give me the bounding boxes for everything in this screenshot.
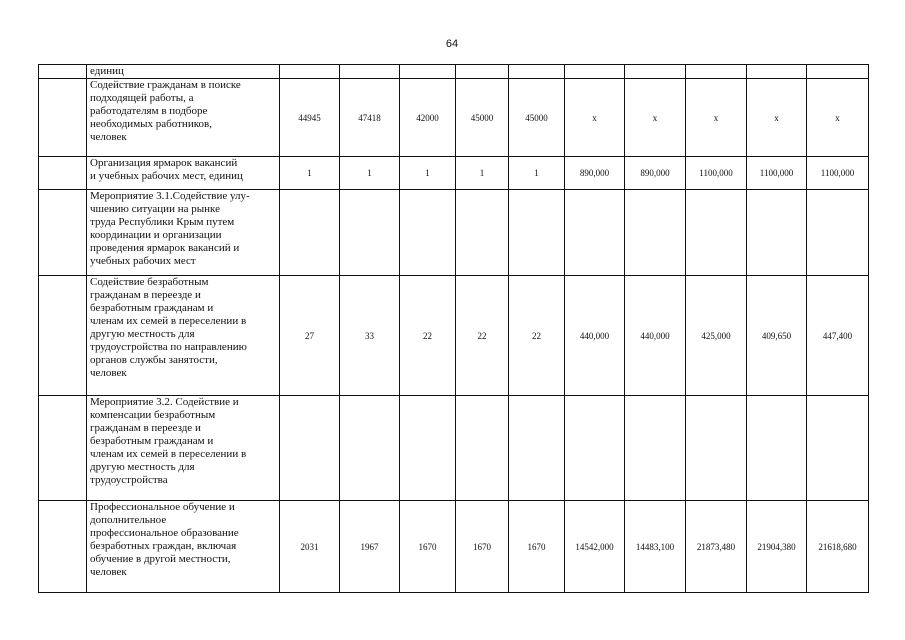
value-cell: 1100,000 <box>747 157 807 190</box>
value-cell: 1100,000 <box>807 157 869 190</box>
value-cell: 22 <box>456 276 509 396</box>
value-cell: 47418 <box>340 79 400 157</box>
row-description: Мероприятие 3.1.Содействие улу- чшению ситуации на рынке труда Республики Крым путем координации и организации проведения ярмарок вакансий и учебных рабочих мест <box>87 190 280 276</box>
value-cell <box>565 396 625 501</box>
value-cell: 1670 <box>456 501 509 593</box>
value-cell: 14542,000 <box>565 501 625 593</box>
value-cell <box>747 190 807 276</box>
value-cell: 1967 <box>340 501 400 593</box>
value-cell <box>456 65 509 79</box>
value-cell: 22 <box>400 276 456 396</box>
value-cell: 14483,100 <box>625 501 686 593</box>
row-number-cell <box>39 79 87 157</box>
table-row <box>39 157 869 190</box>
value-cell <box>565 190 625 276</box>
value-cell: 890,000 <box>565 157 625 190</box>
row-description: Мероприятие 3.2. Содействие и компенсации безработным гражданам в переезде и безработным гражданам и членам их семей в переселении в другую местность для трудоустройства <box>87 396 280 501</box>
value-cell: х <box>747 79 807 157</box>
value-cell <box>340 65 400 79</box>
value-cell: 44945 <box>280 79 340 157</box>
value-cell <box>807 65 869 79</box>
value-cell <box>807 190 869 276</box>
value-cell <box>565 65 625 79</box>
value-cell: 890,000 <box>625 157 686 190</box>
value-cell: 22 <box>509 276 565 396</box>
value-cell: 1 <box>280 157 340 190</box>
data-table <box>38 64 869 593</box>
value-cell <box>456 396 509 501</box>
value-cell: 1 <box>456 157 509 190</box>
value-cell: 45000 <box>456 79 509 157</box>
value-cell: х <box>686 79 747 157</box>
value-cell <box>400 65 456 79</box>
table-row <box>39 276 869 396</box>
table-row <box>39 190 869 276</box>
row-description: Содействие гражданам в поиске подходящей работы, а работодателям в подборе необходимых работников, человек <box>87 79 280 157</box>
row-number-cell <box>39 190 87 276</box>
row-description: Содействие безработным гражданам в переезде и безработным гражданам и членам их семей в переселении в другую местность для трудоустройства по направлению органов службы занятости, человек <box>87 276 280 396</box>
value-cell <box>686 396 747 501</box>
value-cell <box>625 65 686 79</box>
row-description: Профессиональное обучение и дополнительное профессиональное образование безработных граждан, включая обучение в другой местности, человек <box>87 501 280 593</box>
value-cell <box>340 396 400 501</box>
table-row <box>39 79 869 157</box>
value-cell: 1100,000 <box>686 157 747 190</box>
value-cell: 21873,480 <box>686 501 747 593</box>
row-number-cell <box>39 501 87 593</box>
value-cell: 409,650 <box>747 276 807 396</box>
row-number-cell <box>39 396 87 501</box>
value-cell: 42000 <box>400 79 456 157</box>
value-cell <box>686 65 747 79</box>
value-cell <box>280 396 340 501</box>
row-description: Организация ярмарок вакансий и учебных рабочих мест, единиц <box>87 157 280 190</box>
value-cell: х <box>625 79 686 157</box>
value-cell: х <box>807 79 869 157</box>
value-cell <box>400 396 456 501</box>
value-cell <box>280 65 340 79</box>
value-cell: 1 <box>400 157 456 190</box>
value-cell <box>625 396 686 501</box>
value-cell: 2031 <box>280 501 340 593</box>
value-cell <box>340 190 400 276</box>
value-cell <box>509 396 565 501</box>
table-row <box>39 501 869 593</box>
value-cell: 1670 <box>509 501 565 593</box>
value-cell: 440,000 <box>565 276 625 396</box>
value-cell <box>747 396 807 501</box>
value-cell: 440,000 <box>625 276 686 396</box>
value-cell <box>625 190 686 276</box>
value-cell: 447,400 <box>807 276 869 396</box>
value-cell <box>280 190 340 276</box>
value-cell: 425,000 <box>686 276 747 396</box>
row-number-cell <box>39 276 87 396</box>
value-cell <box>400 190 456 276</box>
table-row <box>39 65 869 79</box>
value-cell: 21904,380 <box>747 501 807 593</box>
value-cell: х <box>565 79 625 157</box>
value-cell: 33 <box>340 276 400 396</box>
value-cell <box>509 65 565 79</box>
value-cell <box>686 190 747 276</box>
value-cell: 1 <box>509 157 565 190</box>
value-cell: 45000 <box>509 79 565 157</box>
row-number-cell <box>39 65 87 79</box>
value-cell: 21618,680 <box>807 501 869 593</box>
value-cell <box>747 65 807 79</box>
value-cell <box>456 190 509 276</box>
row-description: единиц <box>87 65 280 79</box>
value-cell: 1 <box>340 157 400 190</box>
table-row <box>39 396 869 501</box>
value-cell: 1670 <box>400 501 456 593</box>
page-number: 64 <box>445 38 459 50</box>
row-number-cell <box>39 157 87 190</box>
value-cell <box>509 190 565 276</box>
value-cell <box>807 396 869 501</box>
value-cell: 27 <box>280 276 340 396</box>
